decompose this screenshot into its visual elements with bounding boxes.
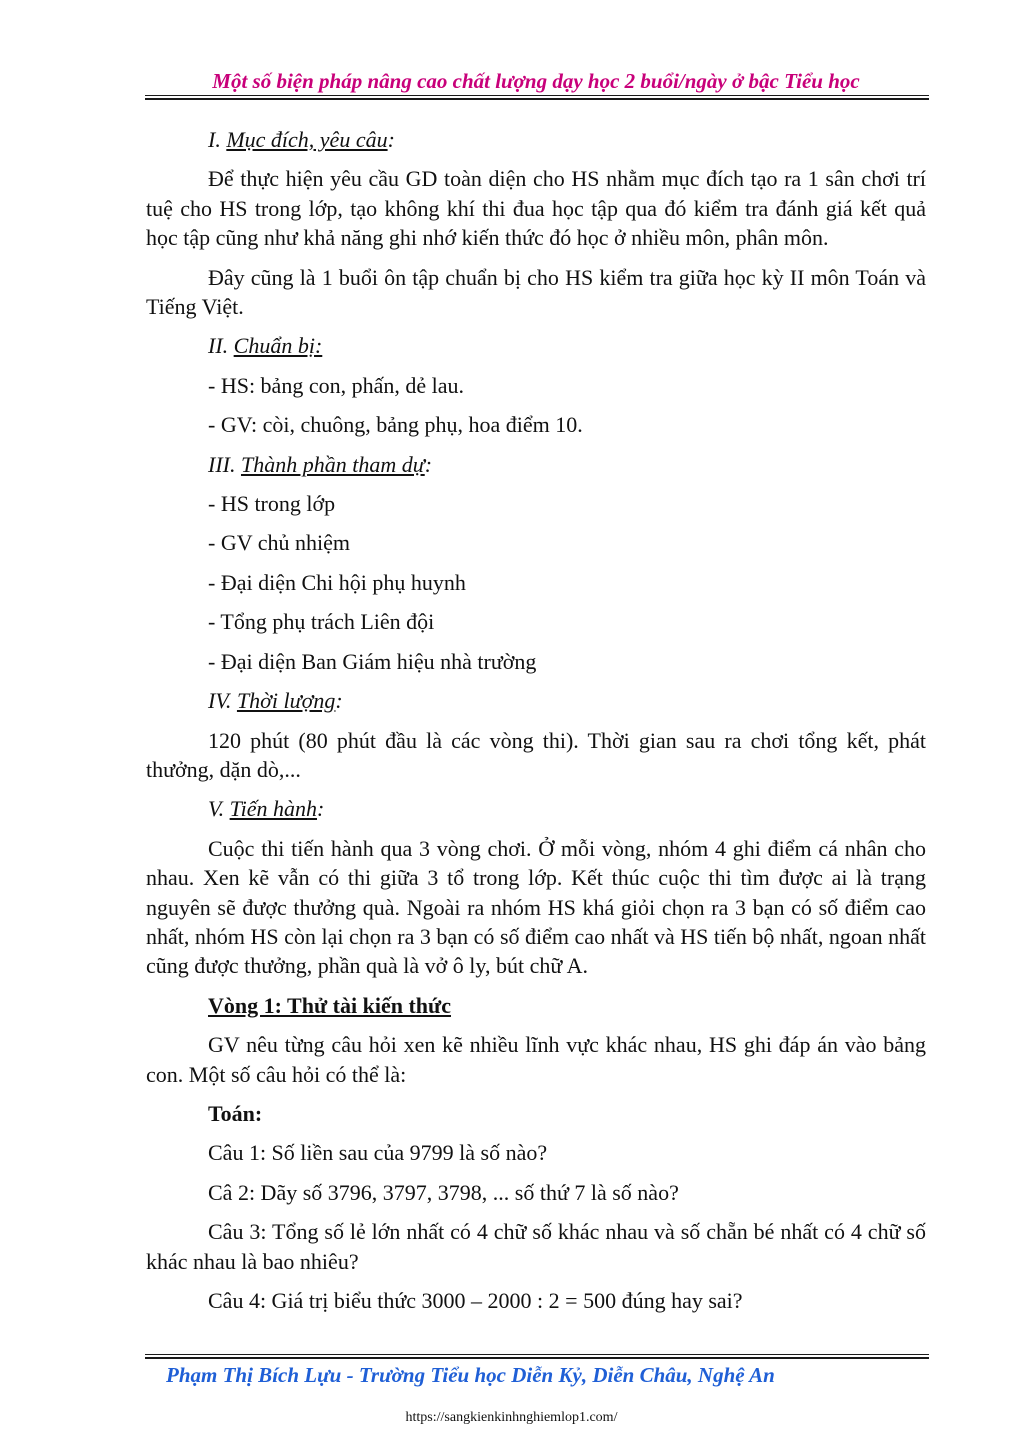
header-divider xyxy=(145,95,929,100)
section-number: IV. xyxy=(208,688,237,714)
section-title: Thời lượng xyxy=(236,688,336,714)
section-number: III. xyxy=(208,451,241,477)
paragraph-purpose-2: Đây cũng là 1 buổi ôn tập chuẩn bị cho HS kiểm tra giữa học kỳ II môn Toán và Tiếng Việt. xyxy=(146,264,926,320)
question-item: Câ 2: Dãy số 3796, 3797, 3798, ... số thứ 7 là số nào? xyxy=(208,1179,679,1205)
paragraph-round-1: GV nêu từng câu hỏi xen kẽ nhiều lĩnh vực khác nhau, HS ghi đáp án vào bảng con. Một số câu hỏi có thể là: xyxy=(146,1032,926,1087)
paragraph-purpose-1: Để thực hiện yêu cầu GD toàn diện cho HS nhằm mục đích tạo ra 1 sân chơi trí tuệ cho HS trong lớp, tạo không khí thi đua học tập qua đó kiểm tra đánh giá kết quả học tập cũng như khả năng ghi nhớ kiến thức đó học ở nhiều môn, phân môn. xyxy=(146,166,926,251)
section-heading-purpose xyxy=(146,125,926,154)
section-title: Chuẩn bị: xyxy=(233,333,323,359)
question-item: Câu 3: Tổng số lẻ lớn nhất có 4 chữ số khác nhau và số chẵn bé nhất có 4 chữ số khác nhau là bao nhiêu? xyxy=(146,1219,926,1274)
list-item-participant: - GV chủ nhiệm xyxy=(208,530,350,556)
list-item-preparation-gv: - GV: còi, chuông, bảng phụ, hoa điểm 10. xyxy=(208,412,583,438)
document-body xyxy=(146,125,926,1325)
section-number: II. xyxy=(208,333,234,359)
section-heading-preparation xyxy=(146,331,926,360)
section-colon: : xyxy=(335,688,343,714)
section-heading-participants xyxy=(146,450,926,479)
footer-url-link[interactable]: https://sangkienkinhnghiemlop1.com/ xyxy=(405,1410,618,1425)
section-number: I. xyxy=(208,127,227,152)
page-header-title: Một số biện pháp nâng cao chất lượng dạy học 2 buổi/ngày ở bậc Tiểu học xyxy=(212,69,860,93)
list-item-participant: - HS trong lớp xyxy=(208,491,336,517)
section-title: Thành phần tham dự xyxy=(240,451,425,477)
footer-author: Phạm Thị Bích Lựu - Trường Tiểu học Diễn Kỷ, Diễn Châu, Nghệ An xyxy=(166,1363,775,1387)
question-item: Câu 4: Giá trị biểu thức 3000 – 2000 : 2 = 500 đúng hay sai? xyxy=(208,1288,743,1313)
list-item-participant: - Tổng phụ trách Liên đội xyxy=(208,609,435,635)
section-colon: : xyxy=(317,796,325,822)
math-subheading: Toán: xyxy=(208,1100,263,1126)
section-number: V. xyxy=(208,796,230,822)
list-item-participant: - Đại diện Ban Giám hiệu nhà trường xyxy=(208,648,537,674)
paragraph-duration: 120 phút (80 phút đầu là các vòng thi). Thời gian sau ra chơi tổng kết, phát thưởng, dặn dò,... xyxy=(146,727,926,782)
footer-divider xyxy=(145,1354,929,1359)
paragraph-procedure: Cuộc thi tiến hành qua 3 vòng chơi. Ở mỗi vòng, nhóm 4 ghi điểm cá nhân cho nhau. Xen kẽ vẫn có thi giữa 3 tổ trong lớp. Kết thúc cuộc thi tìm được ai là trạng nguyên sẽ được thưởng quà. Ngoài ra nhóm HS khá giỏi chọn ra 3 bạn có số điểm cao nhất, nhóm HS còn lại chọn ra 3 bạn có số điểm cao nhất và HS tiến bộ nhất, ngoan nhất cũng được thưởng, phần quà là vở ô ly, bút chữ A. xyxy=(146,835,926,979)
round-1-heading: Vòng 1: Thử tài kiến thức xyxy=(208,992,451,1018)
list-item-preparation-hs: - HS: bảng con, phấn, dẻ lau. xyxy=(208,372,464,398)
section-title: Mục đích, yêu câu xyxy=(226,127,388,152)
section-heading-procedure xyxy=(146,794,926,823)
section-colon: : xyxy=(424,451,433,477)
question-item: Câu 1: Số liền sau của 9799 là số nào? xyxy=(208,1140,548,1166)
list-item-participant: - Đại diện Chi hội phụ huynh xyxy=(208,569,466,595)
section-colon: : xyxy=(387,127,395,152)
section-heading-duration xyxy=(146,686,926,715)
section-title: Tiến hành xyxy=(229,796,318,822)
